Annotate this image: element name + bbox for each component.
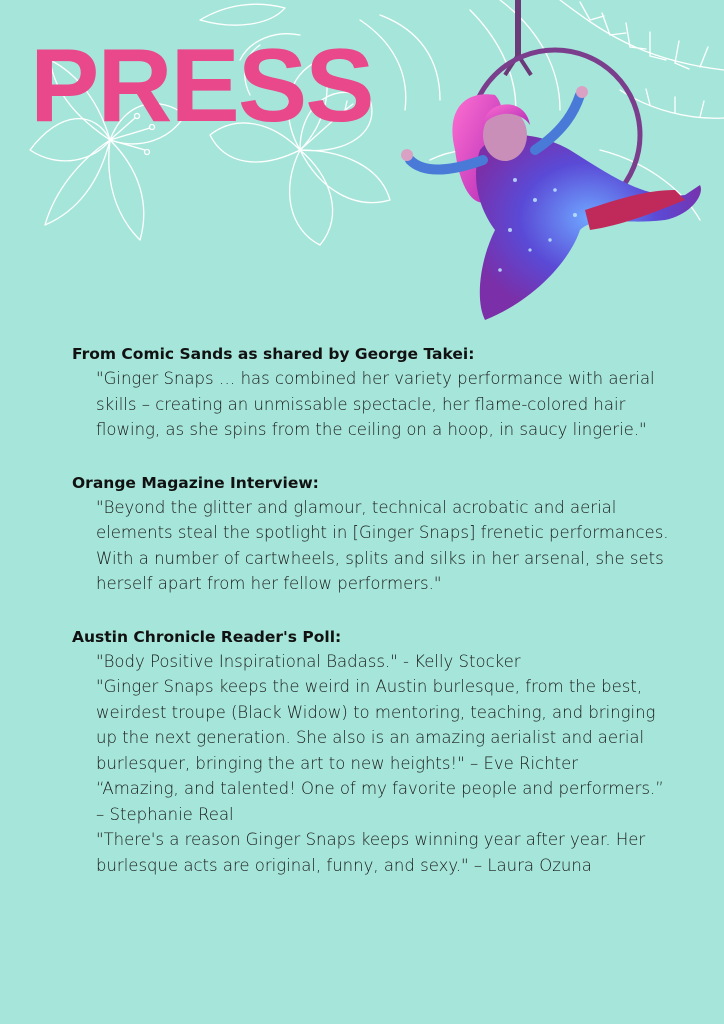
press-quote: “Amazing, and talented! One of my favorite people and performers.” – Stephanie Real	[96, 779, 664, 824]
press-content	[72, 342, 672, 906]
section-heading: From Comic Sands as shared by George Takei:	[72, 345, 475, 363]
press-quote: "Ginger Snaps … has combined her variety performance with aerial skills – creating an unmissable spectacle, her flame-colored hair flowing, as she spins from the ceiling on a hoop, in saucy lingerie."	[96, 369, 655, 439]
press-quote: "Body Positive Inspirational Badass." - Kelly Stocker	[96, 651, 521, 671]
press-quote: "Ginger Snaps keeps the weird in Austin burlesque, from the best, weirdest troupe (Black Widow) to mentoring, teaching, and bringing up the next generation. She also is an amazing aerialist and aerial burlesquer, bringing the art to new heights!" – Eve Richter	[96, 677, 656, 773]
section-heading: Orange Magazine Interview:	[72, 473, 319, 492]
page-title: PRESS	[30, 28, 373, 144]
press-section-orange-magazine	[72, 471, 672, 597]
section-heading: Austin Chronicle Reader's Poll:	[72, 627, 342, 646]
aerialist-photo	[385, 0, 715, 330]
press-section-comic-sands	[72, 342, 672, 443]
press-section-austin-chronicle	[72, 625, 672, 879]
press-quote: "Beyond the glitter and glamour, technical acrobatic and aerial elements steal the spotlight in [Ginger Snaps] frenetic performances. With a number of cartwheels, splits and silks in her arsenal, she sets herself apart from her fellow performers."	[96, 497, 669, 593]
press-quote: "There's a reason Ginger Snaps keeps winning year after year. Her burlesque acts are original, funny, and sexy." – Laura Ozuna	[96, 830, 646, 875]
